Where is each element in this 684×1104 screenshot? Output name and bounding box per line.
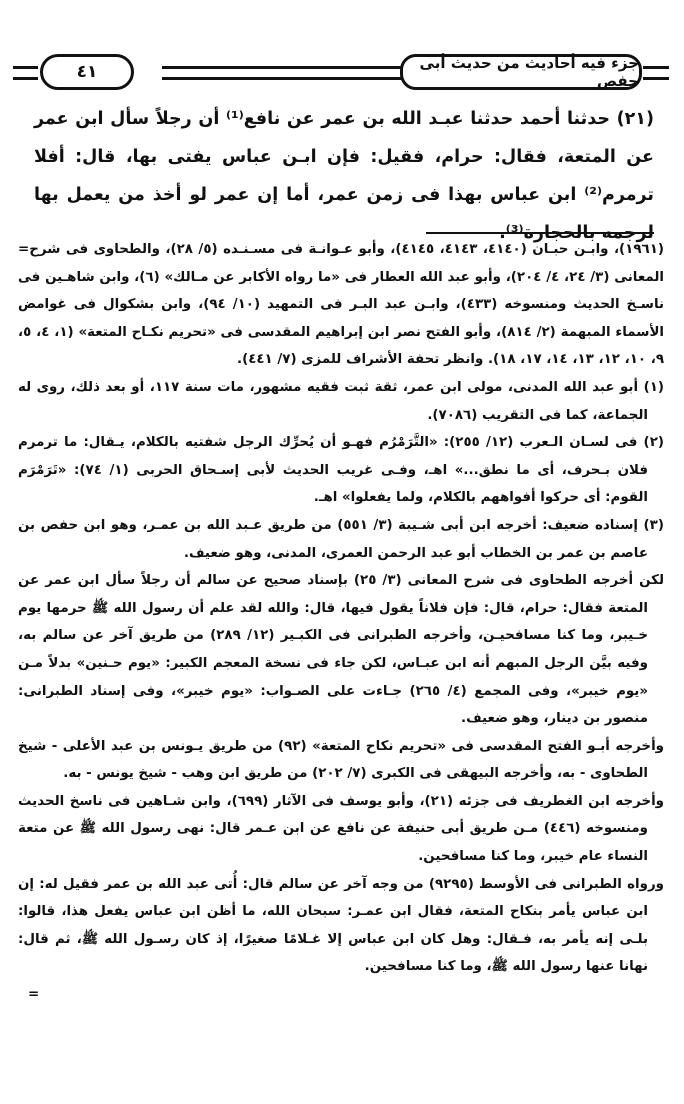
continuation-marker: =: [18, 242, 30, 257]
page-number: ٤١: [76, 62, 98, 82]
footnote-1: (١) أبو عبد الله المدنى، مولى ابن عمر، ثقة ثبت فقيه مشهور، مات سنة ١١٧، أو بعد ذلك، روى له الجماعة، كما فى التقريب (٧٠٨٦).: [18, 379, 664, 423]
footnote-takhrij-continuation: [18, 236, 664, 374]
footnote-3-paragraph-3: وأخرجه ابن الغطريف فى جزئه (٢١)، وأبو يوسف فى الآثار (٦٩٩)، وابن شـاهين فى ناسخ الحديث ومنسوخه (٤٤٦) مـن طريق أبى حنيفة عن نافع عن ابن عـمر قال: نهى رسول الله ﷺ عن متعة النساء عام خيبر، وما كنا مسافحين.: [18, 793, 665, 865]
hadith-text-block: [34, 100, 654, 252]
book-title: جزء فيه أحاديث من حديث أبى حفص: [419, 54, 639, 90]
continuation-marker-end: =: [28, 987, 40, 1003]
footnote-divider: [426, 232, 654, 234]
header-rule-left: [13, 66, 38, 80]
footnote-3-paragraph-4-text: ورواه الطبرانى فى الأوسط (٩٢٩٥) من وجه آخر عن سالم قال: أُتى عبد الله بن عمر فقيل له: إن ابن عباس يأمر بنكاح المتعة، فقال ابن عمـر: سبحان الله، ما أظن ابن عباس يفعل هذا، قالوا: بلـى إنه يأمر به، فـقال: وهل كان ابن عباس إلا غـلامًا صغيرًا، إذ كان رسـول الله ﷺ، ثم قال: نهانا عنها رسول الله ﷺ، وما كنا مسافحين.: [18, 876, 665, 975]
footnotes: [18, 236, 664, 1009]
header-rule-middle: [162, 66, 402, 80]
header-rule-right: [643, 66, 669, 80]
book-title-box: [400, 54, 642, 90]
hadith-21: (٢١) حدثنا أحمد حدثنا عبـد الله بن عمر عن نافع⁽¹⁾ أن رجلاً سأل ابن عمر عن المتعة، فقال: حرام، فقيل: فإن ابـن عباس يفتى بها، قال: أفلا ترمرم⁽²⁾ ابن عباس بهذا فى زمن عمر، أما إن عمر لو أخذ من يعمل بها لرجمه بالحجارة⁽³⁾.: [34, 109, 654, 243]
footnote-3-paragraph-1: لكن أخرجه الطحاوى فى شرح المعانى (٣/ ٢٥) بإسناد صحيح عن سالم أن رجلاً سأل ابن عمر عن المتعة فقال: حرام، قال: فإن فلاناً يقول فيها، قال: والله لقد علم أن رسول الله ﷺ حرمها يوم خـيبر، وما كنا مسافحيـن، وأخرجه الطبرانى فى الكبـير (١٢/ ٢٨٩) من طريق آخر عن سالم به، وفيه بيَّن الرجل المبهم أنه ابن عبـاس، لكن جاء فى نسخة المعجم الكبير: «يوم حـنين» بدلاً مـن «يوم خيبر»، وفى المجمع (٤/ ٢٦٥) جـاءت على الصـواب: «يوم خيبر»، وفى إسناد الطبرانى: منصور بن دينار، وهو ضعيف.: [18, 573, 664, 727]
takhrij-text: (١٩٦١)، وابـن حبـان (٤١٤٠، ٤١٤٣، ٤١٤٥)، وأبو عـوانـة فى مسـنـده (٥/ ٢٨)، والطحاوى فى شرح المعانى (٣/ ٢٤، ٤/ ٢٠٤)، وأبو عبد الله العطار فى «ما رواه الأكابر عن مـالك» (٦)، وابن شاهـين فى ناسـخ الحديث ومنسوخه (٤٣٣)، وابـن عبد البـر فى التمهيد (١٠/ ٩٤)، وابن بشكوال فى غوامض الأسماء المبهمة (٢/ ٨١٤)، وأبو الفتح نصر ابن إبراهيم المقدسى فى «تحريم نكـاح المتعة» (١، ٤، ٥، ٩، ١٠، ١٢، ١٣، ١٤، ١٧، ١٨). وانظر تحفة الأشراف للمزى (٧/ ٤٤١).: [18, 242, 665, 368]
footnote-3-paragraph-2: وأخرجه أبـو الفتح المقدسى فى «تحريم نكاح المتعة» (٩٢) من طريق يـونس بن عبد الأعلى - شيخ الطحاوى - به، وأخرجه البيهقى فى الكبرى (٧/ ٢٠٢) من طريق ابن وهب - شيخ يونس - به.: [18, 738, 664, 782]
page-header: [10, 50, 672, 92]
footnote-3: (٣) إسناده ضعيف: أخرجه ابن أبى شـيبة (٣/ ٥٥١) من طريق عـبد الله بن عمـر، وهو ابن حفص بن عاصم بن عمر بن الخطاب أبو عبد الرحمن العمرى، المدنى، وهو ضعيف.: [18, 517, 664, 561]
page-number-box: [40, 54, 134, 90]
footnote-2: (٢) فى لسـان الـعرب (١٢/ ٢٥٥): «التَّرَمْرُم فهـو أن يُحرِّك الرجل شفتيه بالكلام، يـقال: ما ترمرم فلان بـحرف، أى ما نطق...» اهـ، وفـى غريب الحديث لأبى إسـحاق الحربى (١/ ٧٤): «تَرَمْرَم القوم: أى حركوا أفواههم بالكلام، ولما يفعلوا» اهـ.: [18, 435, 664, 506]
footnote-3-paragraph-4: [18, 871, 664, 1009]
